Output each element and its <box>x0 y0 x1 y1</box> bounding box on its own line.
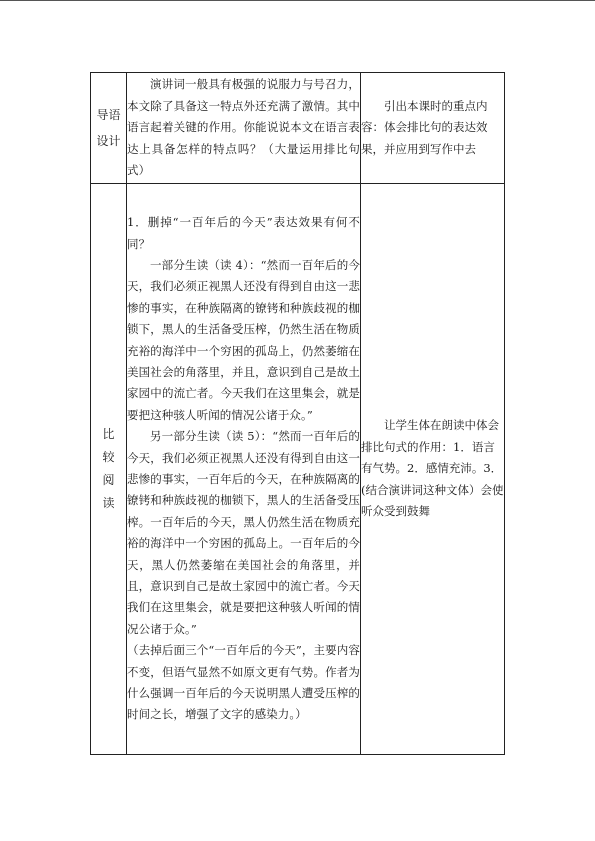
row-label-char: 读 <box>102 496 115 510</box>
row-label-compare <box>91 184 127 755</box>
intro-content: 演讲词一般具有极强的说服力与号召力，本文除了具备这一特点外还充满了激情。其中语言起着关键的作用。你能说说本文在语言表达上具备怎样的特点吗？（大量运用排比句式） <box>127 77 360 178</box>
row-label-line: 导语 <box>96 108 121 122</box>
table-row-intro <box>91 73 505 184</box>
row-label-intro <box>91 73 127 184</box>
reading-two: 另一部分生读（读 5）：“然而一百年后的今天，我们必须正视黑人还没有得到自由这一悲惨的事实，一百年后的今天，在种族隔离的镣铐和种族歧视的枷锁下，黑人的生活备受压榨。一百年后的今天，黑人仍然生活在物质充裕的海洋中一个穷困的孤岛上。一百年后的今天，黑人仍然萎缩在美国社会的角落里，并且，意识到自己是故土家园中的流亡者。今天我们在这里集会，就是要把这种骇人听闻的情况公诸于众。” <box>127 429 360 636</box>
compare-note-cell <box>361 184 505 755</box>
row-label-line: 设计 <box>96 134 121 148</box>
lesson-table <box>90 72 505 755</box>
intro-content-cell <box>127 73 361 184</box>
compare-question: 1．删掉“一百年后的今天”表达效果有何不同？ <box>127 215 360 251</box>
table-row-compare <box>91 184 505 755</box>
row-label-char: 比 <box>102 427 115 441</box>
row-label-char: 阅 <box>102 473 115 487</box>
row-label-char: 较 <box>102 450 115 464</box>
top-rule <box>0 0 595 1</box>
intro-note: 引出本课时的重点内容：体会排比句的表达效果，并应用到写作中去 <box>361 98 488 156</box>
reading-one: 一部分生读（读 4）：“然而一百年后的今天，我们必须正视黑人还没有得到自由这一悲惨的事实，在种族隔离的镣铐和种族歧视的枷锁下，黑人的生活备受压榨，仍然生活在物质充裕的海洋中一个穷困的孤岛上，仍然萎缩在美国社会的角落里，并且，意识到自己是故土家园中的流亡者。今天我们在这里集会，就是要把这种骇人听闻的情况公诸于众。” <box>127 257 360 422</box>
compare-analysis: （去掉后面三个“一百年后的今天”，主要内容不变，但语气显然不如原文更有气势。作者为什么强调一百年后的今天说明黑人遭受压榨的时间之长，增强了文字的感染力。） <box>127 643 360 722</box>
intro-note-cell <box>361 73 505 184</box>
compare-note: 让学生体在朗读中体会排比句式的作用：1．语言有气势。2．感情充沛。3．(结合演讲词这种文体）会使听众受到鼓舞 <box>361 418 504 519</box>
compare-content-cell <box>127 184 361 755</box>
